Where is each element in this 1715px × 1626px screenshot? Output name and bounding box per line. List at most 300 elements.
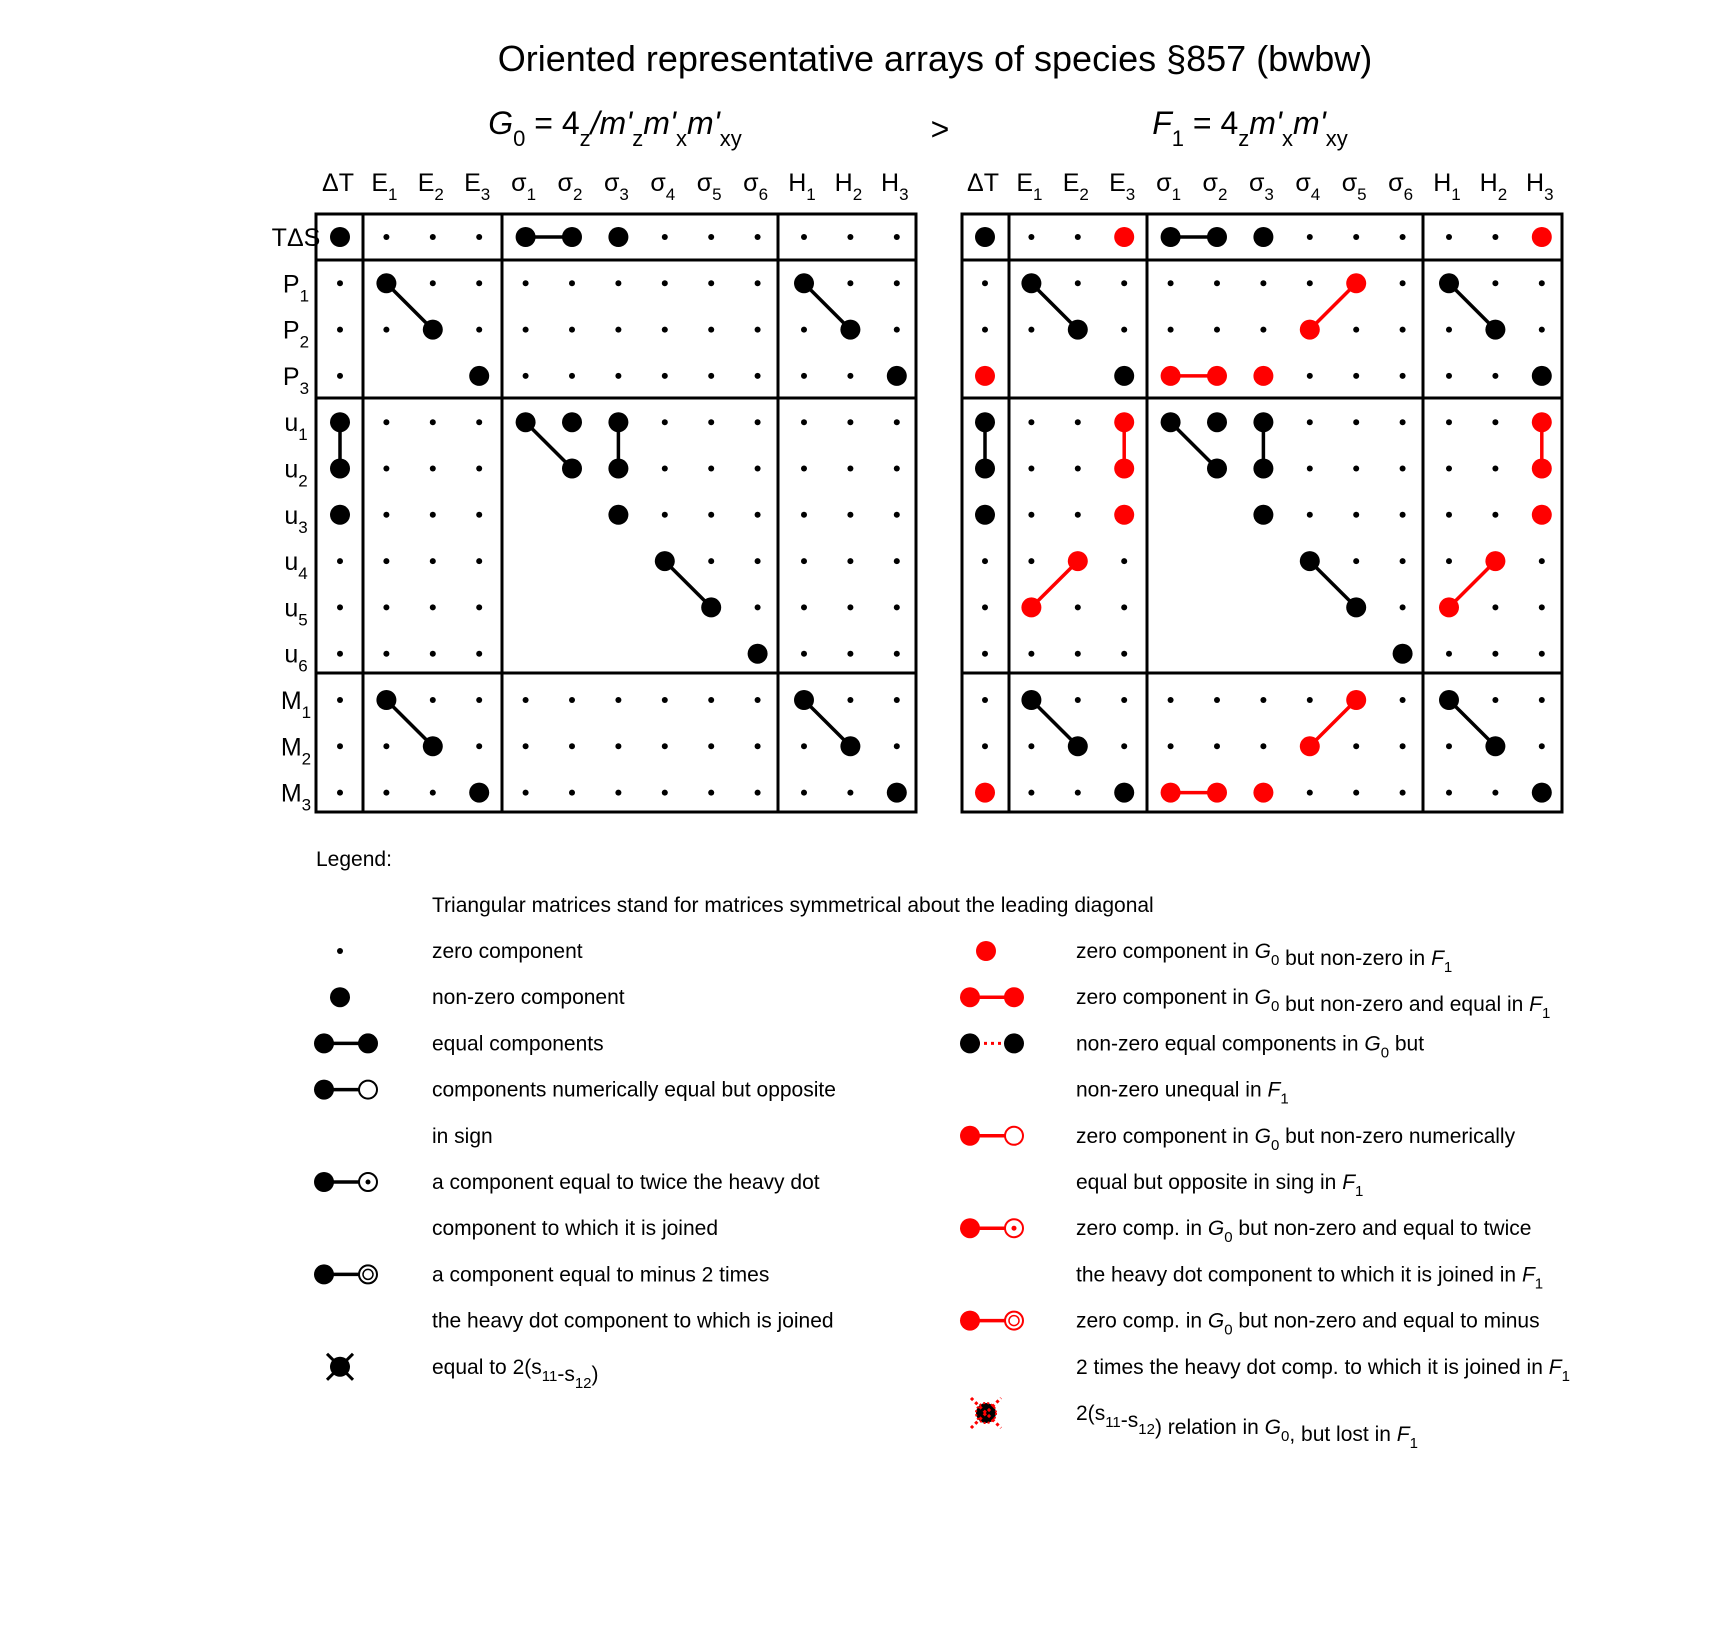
nonzero-component-dot bbox=[748, 644, 768, 664]
zero-component-dot bbox=[1446, 651, 1452, 657]
zero-component-dot bbox=[1446, 373, 1452, 379]
zero-component-dot bbox=[847, 419, 853, 425]
zero-component-dot bbox=[894, 419, 900, 425]
legend-text: the heavy dot component to which it is joined in $F_1$ bbox=[1076, 1263, 1544, 1293]
zero-component-dot bbox=[1353, 558, 1359, 564]
zero-component-dot bbox=[847, 512, 853, 518]
nonzero-component-dot bbox=[975, 412, 995, 432]
zero-component-dot bbox=[523, 697, 529, 703]
zero-component-dot bbox=[430, 790, 436, 796]
group-label-g0: $G_0 = 4_z/m'_zm'_xm'_{xy}$ bbox=[488, 105, 742, 151]
zero-component-dot bbox=[755, 697, 761, 703]
nonzero-component-dot bbox=[562, 459, 582, 479]
zero-component-dot bbox=[1028, 743, 1034, 749]
zero-component-dot bbox=[755, 466, 761, 472]
new-nonzero-component-dot bbox=[1021, 597, 1041, 617]
legend-dot bbox=[1005, 1312, 1023, 1330]
zero-component-dot bbox=[755, 234, 761, 240]
legend-text: the heavy dot component to which is joined bbox=[432, 1309, 834, 1333]
zero-component-dot bbox=[615, 743, 621, 749]
zero-component-dot bbox=[523, 280, 529, 286]
zero-component-dot bbox=[982, 280, 988, 286]
zero-component-dot bbox=[1492, 651, 1498, 657]
zero-component-dot bbox=[1260, 280, 1266, 286]
zero-component-dot bbox=[1446, 512, 1452, 518]
zero-component-dot bbox=[894, 558, 900, 564]
new-nonzero-component-dot bbox=[1161, 783, 1181, 803]
zero-component-dot bbox=[894, 651, 900, 657]
zero-component-dot bbox=[894, 466, 900, 472]
zero-component-dot bbox=[1121, 697, 1127, 703]
zero-component-dot bbox=[847, 697, 853, 703]
legend-dot-center bbox=[1012, 1226, 1017, 1231]
zero-component-dot bbox=[1539, 697, 1545, 703]
zero-component-dot bbox=[662, 697, 668, 703]
legend-item bbox=[314, 1263, 834, 1332]
zero-component-dot bbox=[662, 743, 668, 749]
zero-component-dot bbox=[337, 327, 343, 333]
new-nonzero-component-dot bbox=[1253, 366, 1273, 386]
legend-text: zero component bbox=[432, 940, 583, 963]
legend-item bbox=[976, 940, 1452, 976]
nonzero-component-dot bbox=[1207, 459, 1227, 479]
legend-item bbox=[327, 1354, 599, 1392]
zero-component-dot bbox=[383, 558, 389, 564]
zero-component-dot bbox=[430, 697, 436, 703]
column-header: $\sigma_2$ bbox=[1202, 169, 1228, 204]
zero-component-dot bbox=[430, 512, 436, 518]
legend-item bbox=[960, 1310, 1570, 1385]
zero-component-dot bbox=[1400, 697, 1406, 703]
legend-item bbox=[330, 986, 625, 1009]
column-header: $\sigma_1$ bbox=[1156, 169, 1182, 204]
nonzero-component-dot bbox=[1161, 227, 1181, 247]
new-nonzero-component-dot bbox=[1114, 227, 1134, 247]
nonzero-component-dot bbox=[330, 459, 350, 479]
column-header: $H_2$ bbox=[834, 169, 863, 204]
new-nonzero-component-dot bbox=[1114, 459, 1134, 479]
zero-component-dot bbox=[662, 234, 668, 240]
zero-component-dot bbox=[1400, 327, 1406, 333]
new-nonzero-component-dot bbox=[1346, 273, 1366, 293]
comparator-sign: > bbox=[930, 111, 950, 147]
zero-component-dot bbox=[708, 419, 714, 425]
zero-component-dot bbox=[1492, 280, 1498, 286]
zero-component-dot bbox=[894, 697, 900, 703]
nonzero-component-dot bbox=[608, 505, 628, 525]
zero-component-dot bbox=[1075, 280, 1081, 286]
column-header: $\sigma_6$ bbox=[1388, 169, 1414, 204]
new-nonzero-component-dot bbox=[1300, 320, 1320, 340]
zero-component-dot bbox=[1446, 419, 1452, 425]
zero-component-dot bbox=[1307, 419, 1313, 425]
zero-component-dot bbox=[1307, 280, 1313, 286]
zero-component-dot bbox=[1214, 697, 1220, 703]
legend-item bbox=[960, 1217, 1543, 1292]
zero-component-dot bbox=[894, 280, 900, 286]
row-header: $M_2$ bbox=[280, 733, 312, 769]
zero-component-dot bbox=[894, 743, 900, 749]
nonzero-component-dot bbox=[1114, 783, 1134, 803]
legend-dot bbox=[314, 1033, 334, 1053]
zero-component-dot bbox=[708, 466, 714, 472]
column-header: $H_1$ bbox=[1433, 169, 1461, 204]
legend-text: non-zero equal components in $G_0$ but bbox=[1076, 1032, 1425, 1062]
zero-component-dot bbox=[1028, 558, 1034, 564]
legend-dot bbox=[1004, 1033, 1024, 1053]
column-header: $H_3$ bbox=[1526, 169, 1554, 204]
zero-component-dot bbox=[1028, 419, 1034, 425]
nonzero-component-dot bbox=[1068, 736, 1088, 756]
column-header: $\sigma_4$ bbox=[650, 169, 676, 204]
new-nonzero-component-dot bbox=[1532, 412, 1552, 432]
zero-component-dot bbox=[662, 280, 668, 286]
zero-component-dot bbox=[1492, 697, 1498, 703]
new-nonzero-component-dot bbox=[975, 783, 995, 803]
nonzero-component-dot bbox=[330, 227, 350, 247]
legend-dot-center bbox=[366, 1180, 371, 1185]
zero-component-dot bbox=[615, 790, 621, 796]
column-header: $\sigma_3$ bbox=[1248, 169, 1274, 204]
legend-text: 2 times the heavy dot comp. to which it is joined in $F_1$ bbox=[1076, 1355, 1570, 1385]
zero-component-dot bbox=[1075, 466, 1081, 472]
zero-component-dot bbox=[801, 234, 807, 240]
legend-text: equal components bbox=[432, 1032, 604, 1056]
zero-component-dot bbox=[662, 790, 668, 796]
row-header: $u_1$ bbox=[284, 409, 308, 445]
zero-component-dot bbox=[1214, 743, 1220, 749]
legend-dot bbox=[314, 1264, 334, 1284]
zero-component-dot bbox=[1028, 651, 1034, 657]
zero-component-dot bbox=[1492, 512, 1498, 518]
zero-component-dot bbox=[1446, 466, 1452, 472]
zero-component-dot bbox=[1353, 327, 1359, 333]
new-nonzero-component-dot bbox=[1068, 551, 1088, 571]
row-header: $P_2$ bbox=[282, 316, 310, 352]
column-header: $H_3$ bbox=[881, 169, 909, 204]
zero-component-dot bbox=[1353, 419, 1359, 425]
new-nonzero-component-dot bbox=[1114, 505, 1134, 525]
zero-component-dot bbox=[662, 466, 668, 472]
zero-component-dot bbox=[430, 651, 436, 657]
zero-component-dot bbox=[1168, 697, 1174, 703]
zero-component-dot bbox=[982, 327, 988, 333]
nonzero-component-dot bbox=[423, 736, 443, 756]
figure-title: Oriented representative arrays of species §857 (bwbw) bbox=[497, 38, 1373, 79]
column-header: $\sigma_1$ bbox=[511, 169, 537, 204]
column-header: $H_1$ bbox=[788, 169, 816, 204]
zero-component-dot bbox=[615, 373, 621, 379]
zero-component-dot bbox=[1168, 280, 1174, 286]
legend-item bbox=[960, 1032, 1424, 1107]
zero-component-dot bbox=[1400, 743, 1406, 749]
zero-component-dot bbox=[1492, 790, 1498, 796]
new-nonzero-component-dot bbox=[1532, 227, 1552, 247]
zero-component-dot bbox=[755, 512, 761, 518]
legend-text: component to which it is joined bbox=[432, 1217, 718, 1241]
legend-text: a component equal to twice the heavy dot bbox=[432, 1171, 820, 1194]
zero-component-dot bbox=[1121, 327, 1127, 333]
legend-text: zero comp. in $G_0$ but non-zero and equal to minus bbox=[1076, 1309, 1540, 1339]
zero-component-dot bbox=[847, 651, 853, 657]
zero-component-dot bbox=[982, 651, 988, 657]
legend-item bbox=[960, 986, 1550, 1022]
zero-component-dot bbox=[337, 790, 343, 796]
column-header: $E_1$ bbox=[1016, 169, 1043, 204]
zero-component-dot bbox=[476, 280, 482, 286]
zero-component-dot bbox=[801, 790, 807, 796]
nonzero-component-dot bbox=[1021, 273, 1041, 293]
zero-component-dot bbox=[708, 697, 714, 703]
zero-component-dot bbox=[1307, 512, 1313, 518]
legend-text: equal to $2(s_{11}-s_{12})$ bbox=[432, 1355, 599, 1392]
zero-component-dot bbox=[1539, 558, 1545, 564]
zero-component-dot bbox=[337, 558, 343, 564]
legend-title: Legend: bbox=[316, 848, 392, 871]
nonzero-component-dot bbox=[1253, 505, 1273, 525]
zero-component-dot bbox=[430, 419, 436, 425]
zero-component-dot bbox=[615, 327, 621, 333]
nonzero-component-dot bbox=[1021, 690, 1041, 710]
nonzero-component-dot bbox=[608, 227, 628, 247]
nonzero-component-dot bbox=[376, 690, 396, 710]
zero-component-dot bbox=[1121, 558, 1127, 564]
zero-component-dot bbox=[476, 234, 482, 240]
zero-component-dot bbox=[894, 604, 900, 610]
zero-component-dot bbox=[1353, 466, 1359, 472]
zero-component-dot bbox=[1400, 373, 1406, 379]
new-nonzero-component-dot bbox=[1439, 597, 1459, 617]
row-header: $M_1$ bbox=[280, 687, 312, 722]
zero-component-dot bbox=[982, 743, 988, 749]
new-nonzero-component-dot bbox=[1300, 736, 1320, 756]
zero-component-dot bbox=[1307, 466, 1313, 472]
zero-component-dot bbox=[1028, 327, 1034, 333]
zero-component-dot bbox=[1307, 234, 1313, 240]
nonzero-component-dot bbox=[562, 227, 582, 247]
nonzero-component-dot bbox=[376, 273, 396, 293]
zero-component-dot bbox=[1400, 234, 1406, 240]
zero-component-dot bbox=[847, 558, 853, 564]
nonzero-component-dot bbox=[1300, 551, 1320, 571]
legend-item bbox=[314, 1079, 836, 1148]
nonzero-component-dot bbox=[655, 551, 675, 571]
row-header: $u_2$ bbox=[284, 455, 308, 491]
zero-component-dot bbox=[801, 327, 807, 333]
group-label-f1: $F_1 = 4_zm'_xm'_{xy}$ bbox=[1152, 105, 1348, 151]
nonzero-component-dot bbox=[423, 320, 443, 340]
zero-component-dot bbox=[708, 327, 714, 333]
legend-text: $2(s_{11}-s_{12})$ relation in $G_0$, but lost in $F_1$ bbox=[1076, 1402, 1418, 1452]
nonzero-component-dot bbox=[975, 227, 995, 247]
nonzero-component-dot bbox=[1207, 227, 1227, 247]
zero-component-dot bbox=[1353, 373, 1359, 379]
zero-component-dot bbox=[476, 327, 482, 333]
nonzero-component-dot bbox=[1532, 366, 1552, 386]
legend-text: non-zero unequal in $F_1$ bbox=[1076, 1078, 1289, 1108]
row-header: $u_4$ bbox=[284, 548, 308, 584]
nonzero-component-dot bbox=[1439, 690, 1459, 710]
zero-component-dot bbox=[1075, 697, 1081, 703]
zero-component-dot bbox=[801, 419, 807, 425]
zero-component-dot bbox=[569, 790, 575, 796]
nonzero-component-dot bbox=[562, 412, 582, 432]
row-header: $M_3$ bbox=[280, 779, 312, 815]
zero-component-dot bbox=[755, 743, 761, 749]
zero-component-dot bbox=[801, 651, 807, 657]
zero-component-dot bbox=[476, 419, 482, 425]
zero-component-dot bbox=[1121, 604, 1127, 610]
zero-component-dot bbox=[476, 466, 482, 472]
zero-component-dot bbox=[1307, 373, 1313, 379]
legend-text: a component equal to minus 2 times bbox=[432, 1263, 770, 1287]
legend-dot bbox=[960, 1218, 980, 1238]
nonzero-component-dot bbox=[975, 505, 995, 525]
legend-big-dot bbox=[330, 987, 350, 1007]
legend-text: zero component in $G_0$ but non-zero numerically bbox=[1076, 1124, 1516, 1154]
legend-dot bbox=[359, 1265, 377, 1283]
array-g0 bbox=[316, 169, 916, 812]
zero-component-dot bbox=[847, 373, 853, 379]
zero-component-dot bbox=[523, 373, 529, 379]
zero-component-dot bbox=[755, 419, 761, 425]
zero-component-dot bbox=[1307, 790, 1313, 796]
zero-component-dot bbox=[755, 558, 761, 564]
zero-component-dot bbox=[1400, 790, 1406, 796]
zero-component-dot bbox=[847, 790, 853, 796]
column-header: $E_1$ bbox=[371, 169, 398, 204]
nonzero-component-dot bbox=[469, 783, 489, 803]
legend-dot bbox=[359, 1081, 377, 1099]
column-header: $\sigma_4$ bbox=[1295, 169, 1321, 204]
zero-component-dot bbox=[1353, 743, 1359, 749]
zero-component-dot bbox=[615, 280, 621, 286]
nonzero-component-dot bbox=[516, 412, 536, 432]
zero-component-dot bbox=[476, 558, 482, 564]
zero-component-dot bbox=[1121, 651, 1127, 657]
nonzero-component-dot bbox=[1161, 412, 1181, 432]
zero-component-dot bbox=[982, 604, 988, 610]
zero-component-dot bbox=[1168, 743, 1174, 749]
new-nonzero-component-dot bbox=[1532, 459, 1552, 479]
column-header: $E_2$ bbox=[417, 169, 444, 204]
column-header: $H_2$ bbox=[1479, 169, 1508, 204]
column-header: $E_3$ bbox=[464, 169, 491, 204]
zero-component-dot bbox=[708, 558, 714, 564]
zero-component-dot bbox=[1028, 512, 1034, 518]
legend-dot bbox=[960, 1033, 980, 1053]
zero-component-dot bbox=[1353, 512, 1359, 518]
zero-component-dot bbox=[1353, 790, 1359, 796]
zero-component-dot bbox=[430, 466, 436, 472]
zero-component-dot bbox=[476, 512, 482, 518]
zero-component-dot bbox=[383, 466, 389, 472]
zero-component-dot bbox=[1121, 743, 1127, 749]
zero-component-dot bbox=[1446, 327, 1452, 333]
zero-component-dot bbox=[847, 280, 853, 286]
nonzero-component-dot bbox=[1485, 320, 1505, 340]
legend-item bbox=[314, 1032, 604, 1055]
nonzero-component-dot bbox=[1393, 644, 1413, 664]
zero-component-dot bbox=[615, 697, 621, 703]
legend-text: zero comp. in $G_0$ but non-zero and equal to twice bbox=[1076, 1217, 1532, 1247]
zero-component-dot bbox=[430, 280, 436, 286]
zero-component-dot bbox=[894, 234, 900, 240]
new-nonzero-component-dot bbox=[1532, 505, 1552, 525]
zero-component-dot bbox=[430, 234, 436, 240]
zero-component-dot bbox=[383, 743, 389, 749]
zero-component-dot bbox=[1121, 280, 1127, 286]
nonzero-component-dot bbox=[1253, 459, 1273, 479]
zero-component-dot bbox=[523, 327, 529, 333]
zero-component-dot bbox=[1539, 604, 1545, 610]
nonzero-component-dot bbox=[1068, 320, 1088, 340]
nonzero-component-dot bbox=[1253, 227, 1273, 247]
legend-dot bbox=[960, 1311, 980, 1331]
legend-dot bbox=[314, 1080, 334, 1100]
zero-component-dot bbox=[1075, 234, 1081, 240]
new-nonzero-component-dot bbox=[1253, 783, 1273, 803]
zero-component-dot bbox=[1075, 512, 1081, 518]
zero-component-dot bbox=[337, 743, 343, 749]
zero-component-dot bbox=[1492, 373, 1498, 379]
zero-component-dot bbox=[1539, 327, 1545, 333]
new-nonzero-component-dot bbox=[1207, 783, 1227, 803]
nonzero-component-dot bbox=[794, 690, 814, 710]
zero-component-dot bbox=[1028, 790, 1034, 796]
nonzero-component-dot bbox=[608, 412, 628, 432]
nonzero-component-dot bbox=[701, 597, 721, 617]
legend-text: components numerically equal but opposite bbox=[432, 1078, 836, 1102]
nonzero-component-dot bbox=[330, 505, 350, 525]
zero-component-dot bbox=[337, 697, 343, 703]
legend-note: Triangular matrices stand for matrices symmetrical about the leading diagonal bbox=[432, 894, 1154, 917]
nonzero-component-dot bbox=[794, 273, 814, 293]
new-nonzero-component-dot bbox=[1207, 366, 1227, 386]
nonzero-component-dot bbox=[1439, 273, 1459, 293]
zero-component-dot bbox=[755, 604, 761, 610]
zero-component-dot bbox=[662, 327, 668, 333]
legend-dot bbox=[1005, 1127, 1023, 1145]
nonzero-component-dot bbox=[608, 459, 628, 479]
legend-text: non-zero component bbox=[432, 986, 625, 1010]
zero-component-dot bbox=[801, 373, 807, 379]
zero-component-dot bbox=[982, 558, 988, 564]
zero-component-dot bbox=[383, 419, 389, 425]
legend-dot bbox=[960, 1126, 980, 1146]
zero-component-dot bbox=[1539, 280, 1545, 286]
legend-text: equal but opposite in sing in $F_1$ bbox=[1076, 1171, 1364, 1200]
nonzero-component-dot bbox=[1346, 597, 1366, 617]
zero-component-dot bbox=[430, 604, 436, 610]
zero-component-dot bbox=[801, 743, 807, 749]
zero-component-dot bbox=[1260, 327, 1266, 333]
zero-component-dot bbox=[1492, 466, 1498, 472]
nonzero-component-dot bbox=[1253, 412, 1273, 432]
zero-component-dot bbox=[1260, 743, 1266, 749]
zero-component-dot bbox=[1446, 234, 1452, 240]
zero-component-dot bbox=[383, 604, 389, 610]
zero-component-dot bbox=[383, 651, 389, 657]
array-f1 bbox=[962, 169, 1562, 812]
new-nonzero-component-dot bbox=[1485, 551, 1505, 571]
zero-component-dot bbox=[1214, 327, 1220, 333]
zero-component-dot bbox=[476, 697, 482, 703]
row-header: $P_1$ bbox=[282, 270, 310, 306]
zero-component-dot bbox=[847, 604, 853, 610]
zero-component-dot bbox=[801, 558, 807, 564]
zero-component-dot bbox=[662, 373, 668, 379]
